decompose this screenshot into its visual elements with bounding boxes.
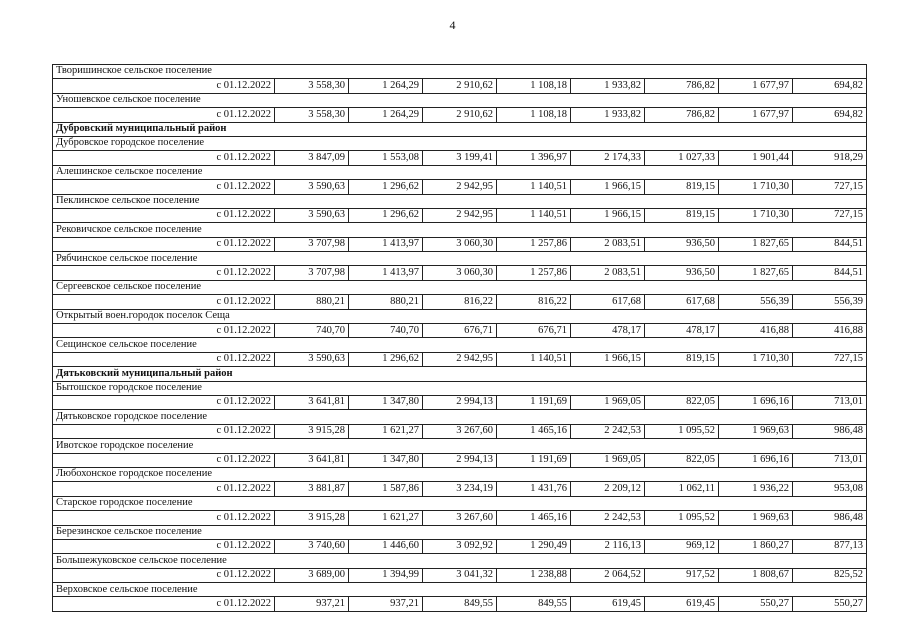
tariff-value-cell: 1 969,05 xyxy=(571,453,645,467)
settlement-name: Сещинское сельское поселение xyxy=(53,338,867,352)
tariff-value-cell: 1 621,27 xyxy=(349,511,423,525)
effective-date-cell: с 01.12.2022 xyxy=(53,237,275,251)
tariff-value-cell: 619,45 xyxy=(571,597,645,611)
tariff-value-cell: 1 394,99 xyxy=(349,568,423,582)
tariff-value-cell: 3 060,30 xyxy=(423,266,497,280)
tariff-value-cell: 3 267,60 xyxy=(423,424,497,438)
tariff-value-cell: 1 901,44 xyxy=(719,151,793,165)
tariff-value-cell: 2 209,12 xyxy=(571,482,645,496)
tariff-value-cell: 1 296,62 xyxy=(349,180,423,194)
settlement-name-row xyxy=(53,554,867,568)
tariff-value-cell: 1 860,27 xyxy=(719,539,793,553)
tariff-value-cell: 1 677,97 xyxy=(719,108,793,122)
tariff-value-cell: 1 710,30 xyxy=(719,180,793,194)
settlement-name: Бытошское городское поселение xyxy=(53,381,867,395)
district-header-row xyxy=(53,367,867,381)
tariff-value-cell: 1 933,82 xyxy=(571,79,645,93)
settlement-name: Пеклинское сельское поселение xyxy=(53,194,867,208)
effective-date-cell: с 01.12.2022 xyxy=(53,266,275,280)
effective-date-cell: с 01.12.2022 xyxy=(53,295,275,309)
settlement-name-row xyxy=(53,194,867,208)
tariff-value-cell: 1 413,97 xyxy=(349,237,423,251)
tariff-value-cell: 1 140,51 xyxy=(497,352,571,366)
tariff-value-cell: 816,22 xyxy=(497,295,571,309)
tariff-value-cell: 2 064,52 xyxy=(571,568,645,582)
tariff-value-cell: 3 590,63 xyxy=(275,180,349,194)
tariff-value-cell: 1 933,82 xyxy=(571,108,645,122)
tariff-value-cell: 1 969,05 xyxy=(571,395,645,409)
tariff-value-cell: 819,15 xyxy=(645,180,719,194)
tariff-value-cell: 3 041,32 xyxy=(423,568,497,582)
tariff-value-cell: 936,50 xyxy=(645,266,719,280)
table-row-values xyxy=(53,151,867,165)
tariff-value-cell: 844,51 xyxy=(793,266,867,280)
effective-date-cell: с 01.12.2022 xyxy=(53,424,275,438)
tariff-value-cell: 727,15 xyxy=(793,352,867,366)
settlement-name: Березинское сельское поселение xyxy=(53,525,867,539)
tariff-value-cell: 1 027,33 xyxy=(645,151,719,165)
tariff-value-cell: 844,51 xyxy=(793,237,867,251)
tariff-value-cell: 1 696,16 xyxy=(719,395,793,409)
tariff-value-cell: 1 095,52 xyxy=(645,424,719,438)
tariff-value-cell: 3 689,00 xyxy=(275,568,349,582)
settlement-name: Рековичское сельское поселение xyxy=(53,223,867,237)
tariff-value-cell: 2 242,53 xyxy=(571,424,645,438)
tariff-value-cell: 3 267,60 xyxy=(423,511,497,525)
tariff-value-cell: 1 264,29 xyxy=(349,79,423,93)
tariff-value-cell: 478,17 xyxy=(645,324,719,338)
tariff-value-cell: 937,21 xyxy=(275,597,349,611)
tariff-value-cell: 727,15 xyxy=(793,180,867,194)
tariff-value-cell: 986,48 xyxy=(793,424,867,438)
tariff-value-cell: 1 710,30 xyxy=(719,352,793,366)
settlement-name-row xyxy=(53,525,867,539)
settlement-name-row xyxy=(53,381,867,395)
table-row-values xyxy=(53,79,867,93)
settlement-name-row xyxy=(53,309,867,323)
tariff-value-cell: 3 881,87 xyxy=(275,482,349,496)
effective-date-cell: с 01.12.2022 xyxy=(53,395,275,409)
settlement-name: Рябчинское сельское поселение xyxy=(53,252,867,266)
tariff-value-cell: 3 590,63 xyxy=(275,352,349,366)
tariff-value-cell: 2 942,95 xyxy=(423,180,497,194)
tariff-value-cell: 2 083,51 xyxy=(571,266,645,280)
tariff-value-cell: 1 108,18 xyxy=(497,108,571,122)
tariff-value-cell: 819,15 xyxy=(645,352,719,366)
tariff-value-cell: 1 621,27 xyxy=(349,424,423,438)
tariff-table xyxy=(52,64,867,612)
tariff-value-cell: 740,70 xyxy=(349,324,423,338)
tariff-value-cell: 617,68 xyxy=(571,295,645,309)
tariff-value-cell: 727,15 xyxy=(793,208,867,222)
table-row-values xyxy=(53,208,867,222)
table-row-values xyxy=(53,511,867,525)
tariff-value-cell: 3 558,30 xyxy=(275,79,349,93)
tariff-value-cell: 1 936,22 xyxy=(719,482,793,496)
tariff-value-cell: 676,71 xyxy=(423,324,497,338)
settlement-name: Творишинское сельское поселение xyxy=(53,65,867,79)
settlement-name-row xyxy=(53,93,867,107)
tariff-value-cell: 1 827,65 xyxy=(719,237,793,251)
tariff-value-cell: 1 062,11 xyxy=(645,482,719,496)
tariff-value-cell: 1 191,69 xyxy=(497,395,571,409)
tariff-value-cell: 849,55 xyxy=(423,597,497,611)
tariff-value-cell: 1 677,97 xyxy=(719,79,793,93)
table-row-values xyxy=(53,266,867,280)
table-row-values xyxy=(53,180,867,194)
tariff-value-cell: 1 296,62 xyxy=(349,208,423,222)
district-name: Дубровский муниципальный район xyxy=(53,122,867,136)
tariff-value-cell: 2 910,62 xyxy=(423,108,497,122)
effective-date-cell: с 01.12.2022 xyxy=(53,352,275,366)
settlement-name-row xyxy=(53,439,867,453)
tariff-value-cell: 880,21 xyxy=(349,295,423,309)
tariff-value-cell: 2 242,53 xyxy=(571,511,645,525)
table-row-values xyxy=(53,395,867,409)
effective-date-cell: с 01.12.2022 xyxy=(53,324,275,338)
settlement-name-row xyxy=(53,496,867,510)
settlement-name: Ивотское городское поселение xyxy=(53,439,867,453)
tariff-value-cell: 822,05 xyxy=(645,453,719,467)
tariff-value-cell: 3 558,30 xyxy=(275,108,349,122)
tariff-value-cell: 3 847,09 xyxy=(275,151,349,165)
tariff-value-cell: 3 199,41 xyxy=(423,151,497,165)
tariff-value-cell: 1 347,80 xyxy=(349,453,423,467)
tariff-value-cell: 786,82 xyxy=(645,108,719,122)
tariff-value-cell: 936,50 xyxy=(645,237,719,251)
tariff-value-cell: 1 969,63 xyxy=(719,424,793,438)
tariff-value-cell: 880,21 xyxy=(275,295,349,309)
table-row-values xyxy=(53,352,867,366)
settlement-name: Дубровское городское поселение xyxy=(53,136,867,150)
tariff-value-cell: 556,39 xyxy=(793,295,867,309)
tariff-value-cell: 1 587,86 xyxy=(349,482,423,496)
settlement-name: Сергеевское сельское поселение xyxy=(53,280,867,294)
effective-date-cell: с 01.12.2022 xyxy=(53,597,275,611)
settlement-name-row xyxy=(53,65,867,79)
tariff-value-cell: 1 808,67 xyxy=(719,568,793,582)
tariff-value-cell: 3 641,81 xyxy=(275,395,349,409)
table-row-values xyxy=(53,295,867,309)
tariff-value-cell: 416,88 xyxy=(793,324,867,338)
tariff-value-cell: 3 740,60 xyxy=(275,539,349,553)
tariff-value-cell: 917,52 xyxy=(645,568,719,582)
effective-date-cell: с 01.12.2022 xyxy=(53,180,275,194)
settlement-name-row xyxy=(53,223,867,237)
tariff-value-cell: 1 191,69 xyxy=(497,453,571,467)
table-row-values xyxy=(53,482,867,496)
tariff-value-cell: 1 827,65 xyxy=(719,266,793,280)
tariff-value-cell: 1 710,30 xyxy=(719,208,793,222)
settlement-name-row xyxy=(53,252,867,266)
settlement-name: Старское городское поселение xyxy=(53,496,867,510)
table-row-values xyxy=(53,324,867,338)
effective-date-cell: с 01.12.2022 xyxy=(53,568,275,582)
effective-date-cell: с 01.12.2022 xyxy=(53,108,275,122)
tariff-value-cell: 416,88 xyxy=(719,324,793,338)
tariff-value-cell: 556,39 xyxy=(719,295,793,309)
district-header-row xyxy=(53,122,867,136)
table-row-values xyxy=(53,539,867,553)
tariff-value-cell: 1 413,97 xyxy=(349,266,423,280)
table-row-values xyxy=(53,597,867,611)
tariff-table-body xyxy=(53,65,867,612)
tariff-value-cell: 1 296,62 xyxy=(349,352,423,366)
tariff-value-cell: 816,22 xyxy=(423,295,497,309)
tariff-value-cell: 3 707,98 xyxy=(275,237,349,251)
tariff-value-cell: 3 641,81 xyxy=(275,453,349,467)
tariff-value-cell: 3 915,28 xyxy=(275,511,349,525)
table-row-values xyxy=(53,424,867,438)
tariff-value-cell: 969,12 xyxy=(645,539,719,553)
tariff-value-cell: 2 942,95 xyxy=(423,208,497,222)
settlement-name-row xyxy=(53,136,867,150)
settlement-name: Большежуковское сельское поселение xyxy=(53,554,867,568)
settlement-name: Открытый воен.городок поселок Сеща xyxy=(53,309,867,323)
tariff-value-cell: 2 910,62 xyxy=(423,79,497,93)
settlement-name: Дятьковское городское поселение xyxy=(53,410,867,424)
tariff-value-cell: 1 969,63 xyxy=(719,511,793,525)
tariff-value-cell: 713,01 xyxy=(793,395,867,409)
settlement-name-row xyxy=(53,467,867,481)
tariff-value-cell: 1 257,86 xyxy=(497,266,571,280)
tariff-value-cell: 3 092,92 xyxy=(423,539,497,553)
tariff-value-cell: 1 396,97 xyxy=(497,151,571,165)
tariff-value-cell: 1 431,76 xyxy=(497,482,571,496)
tariff-value-cell: 1 140,51 xyxy=(497,208,571,222)
tariff-value-cell: 3 590,63 xyxy=(275,208,349,222)
tariff-value-cell: 3 234,19 xyxy=(423,482,497,496)
district-name: Дятьковский муниципальный район xyxy=(53,367,867,381)
tariff-value-cell: 2 083,51 xyxy=(571,237,645,251)
tariff-value-cell: 3 707,98 xyxy=(275,266,349,280)
effective-date-cell: с 01.12.2022 xyxy=(53,453,275,467)
table-row-values xyxy=(53,237,867,251)
settlement-name-row xyxy=(53,280,867,294)
tariff-value-cell: 1 465,16 xyxy=(497,424,571,438)
settlement-name: Любохонское городское поселение xyxy=(53,467,867,481)
tariff-value-cell: 2 116,13 xyxy=(571,539,645,553)
tariff-value-cell: 918,29 xyxy=(793,151,867,165)
tariff-value-cell: 1 108,18 xyxy=(497,79,571,93)
tariff-value-cell: 877,13 xyxy=(793,539,867,553)
tariff-value-cell: 822,05 xyxy=(645,395,719,409)
tariff-value-cell: 1 966,15 xyxy=(571,352,645,366)
tariff-value-cell: 2 994,13 xyxy=(423,453,497,467)
effective-date-cell: с 01.12.2022 xyxy=(53,539,275,553)
settlement-name-row xyxy=(53,165,867,179)
tariff-value-cell: 478,17 xyxy=(571,324,645,338)
effective-date-cell: с 01.12.2022 xyxy=(53,511,275,525)
tariff-value-cell: 2 994,13 xyxy=(423,395,497,409)
tariff-value-cell: 1 465,16 xyxy=(497,511,571,525)
settlement-name-row xyxy=(53,583,867,597)
tariff-value-cell: 1 238,88 xyxy=(497,568,571,582)
tariff-value-cell: 937,21 xyxy=(349,597,423,611)
tariff-value-cell: 713,01 xyxy=(793,453,867,467)
settlement-name: Верховское сельское поселение xyxy=(53,583,867,597)
tariff-value-cell: 1 257,86 xyxy=(497,237,571,251)
tariff-value-cell: 1 095,52 xyxy=(645,511,719,525)
tariff-value-cell: 1 347,80 xyxy=(349,395,423,409)
tariff-value-cell: 3 915,28 xyxy=(275,424,349,438)
tariff-value-cell: 819,15 xyxy=(645,208,719,222)
tariff-value-cell: 1 966,15 xyxy=(571,180,645,194)
tariff-value-cell: 740,70 xyxy=(275,324,349,338)
table-row-values xyxy=(53,108,867,122)
table-row-values xyxy=(53,568,867,582)
settlement-name: Алешинское сельское поселение xyxy=(53,165,867,179)
tariff-value-cell: 2 174,33 xyxy=(571,151,645,165)
page-number: 4 xyxy=(449,18,456,32)
tariff-value-cell: 1 446,60 xyxy=(349,539,423,553)
tariff-value-cell: 953,08 xyxy=(793,482,867,496)
tariff-value-cell: 617,68 xyxy=(645,295,719,309)
settlement-name: Уношевское сельское поселение xyxy=(53,93,867,107)
tariff-value-cell: 3 060,30 xyxy=(423,237,497,251)
tariff-value-cell: 1 290,49 xyxy=(497,539,571,553)
tariff-value-cell: 1 264,29 xyxy=(349,108,423,122)
effective-date-cell: с 01.12.2022 xyxy=(53,482,275,496)
effective-date-cell: с 01.12.2022 xyxy=(53,151,275,165)
effective-date-cell: с 01.12.2022 xyxy=(53,79,275,93)
tariff-value-cell: 825,52 xyxy=(793,568,867,582)
tariff-value-cell: 986,48 xyxy=(793,511,867,525)
tariff-value-cell: 1 966,15 xyxy=(571,208,645,222)
effective-date-cell: с 01.12.2022 xyxy=(53,208,275,222)
tariff-value-cell: 694,82 xyxy=(793,79,867,93)
tariff-value-cell: 1 140,51 xyxy=(497,180,571,194)
tariff-value-cell: 694,82 xyxy=(793,108,867,122)
tariff-value-cell: 676,71 xyxy=(497,324,571,338)
tariff-value-cell: 2 942,95 xyxy=(423,352,497,366)
tariff-value-cell: 619,45 xyxy=(645,597,719,611)
table-row-values xyxy=(53,453,867,467)
tariff-value-cell: 550,27 xyxy=(719,597,793,611)
settlement-name-row xyxy=(53,410,867,424)
tariff-value-cell: 1 553,08 xyxy=(349,151,423,165)
tariff-value-cell: 786,82 xyxy=(645,79,719,93)
tariff-value-cell: 550,27 xyxy=(793,597,867,611)
settlement-name-row xyxy=(53,338,867,352)
tariff-value-cell: 849,55 xyxy=(497,597,571,611)
tariff-value-cell: 1 696,16 xyxy=(719,453,793,467)
